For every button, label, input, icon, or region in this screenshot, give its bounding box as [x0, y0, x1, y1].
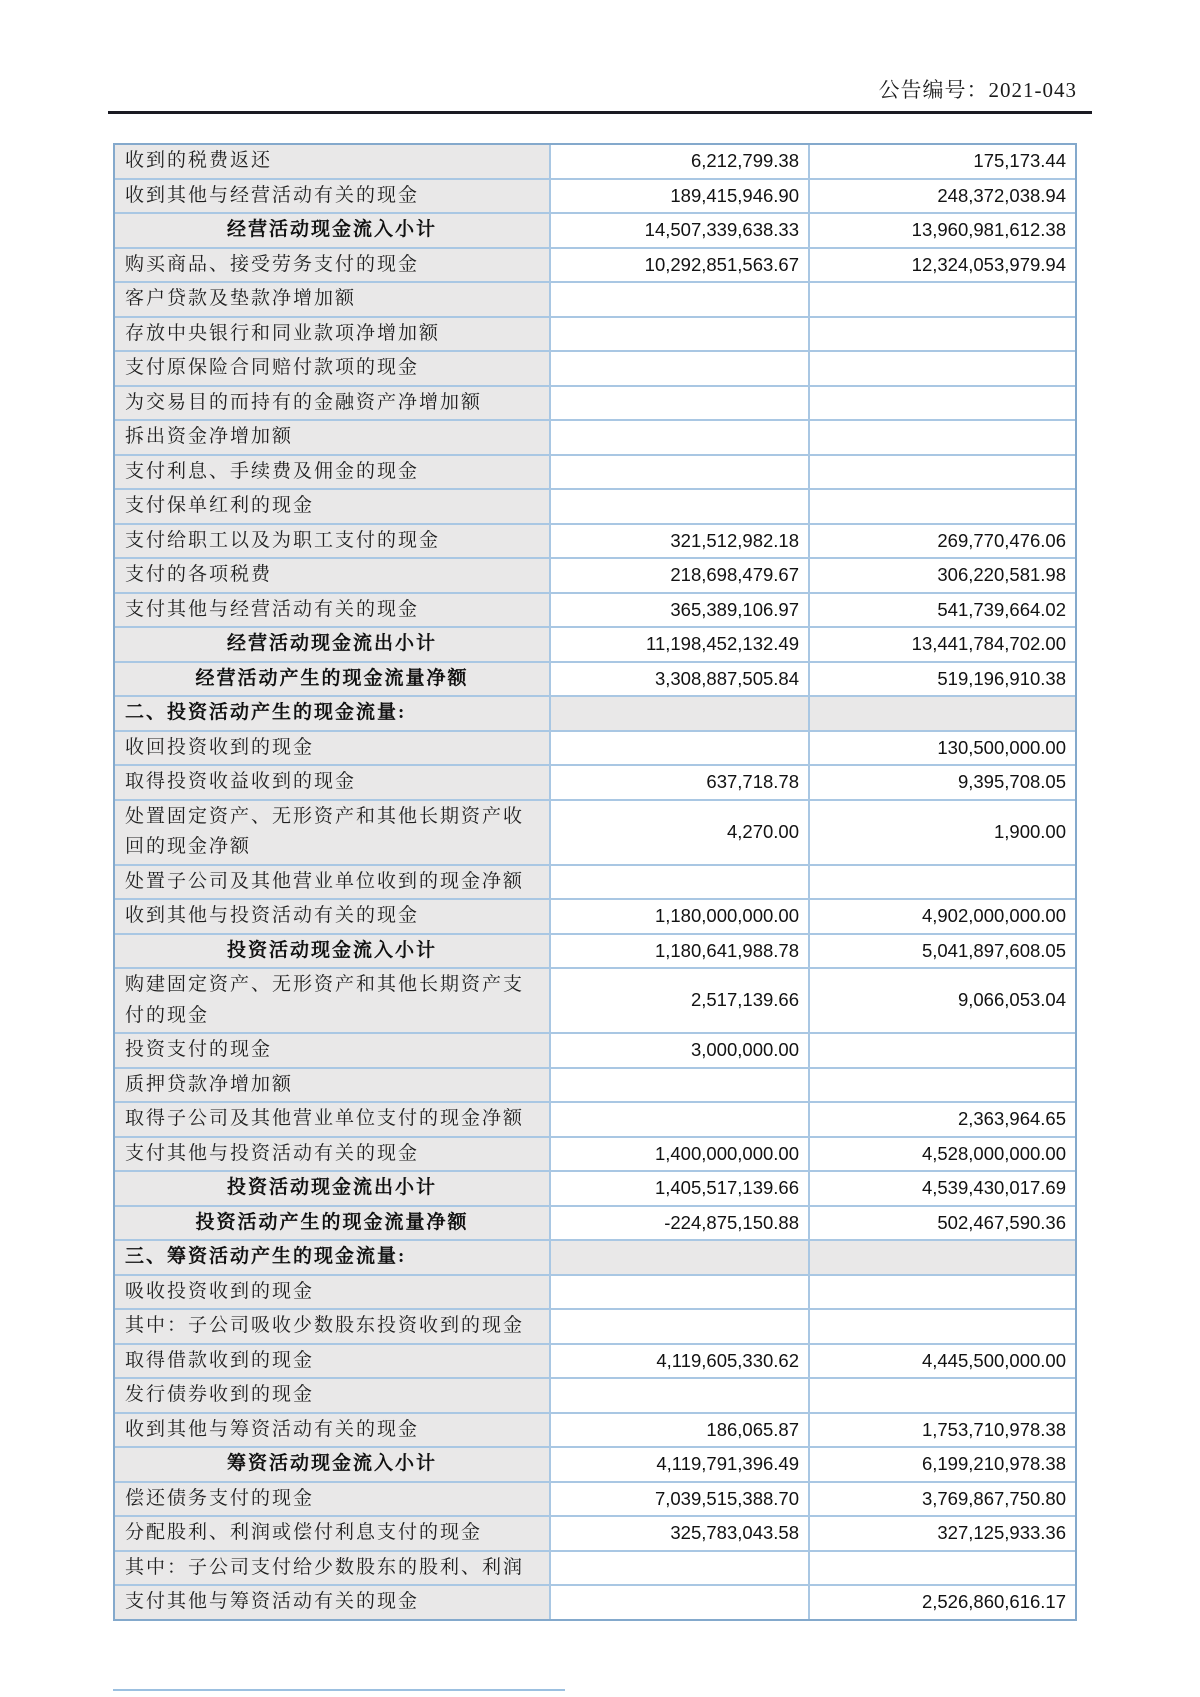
table-row [115, 1550, 1075, 1585]
row-label-cell: 购建固定资产、无形资产和其他长期资产支付的现金 [115, 969, 551, 1032]
current-period-value-cell: 10,292,851,563.67 [551, 249, 810, 282]
current-period-value-cell [551, 697, 810, 730]
table-row [115, 350, 1075, 385]
current-period-value-cell: 365,389,106.97 [551, 594, 810, 627]
prior-period-value-cell: 4,528,000,000.00 [810, 1138, 1075, 1171]
current-period-value-cell: 1,405,517,139.66 [551, 1172, 810, 1205]
prior-period-value-cell [810, 1069, 1075, 1102]
current-period-value-cell: 186,065.87 [551, 1414, 810, 1447]
row-label-cell: 支付保单红利的现金 [115, 490, 551, 523]
row-label-cell: 分配股利、利润或偿付利息支付的现金 [115, 1517, 551, 1550]
table-row [115, 1067, 1075, 1102]
table-row [115, 967, 1075, 1032]
table-row [115, 1170, 1075, 1205]
prior-period-value-cell [810, 456, 1075, 489]
next-page-table-edge [113, 1689, 565, 1691]
row-label-cell: 其中：子公司支付给少数股东的股利、利润 [115, 1552, 551, 1585]
row-label-cell: 收到其他与投资活动有关的现金 [115, 900, 551, 933]
prior-period-value-cell: 13,441,784,702.00 [810, 628, 1075, 661]
current-period-value-cell [551, 1379, 810, 1412]
row-label-cell: 购买商品、接受劳务支付的现金 [115, 249, 551, 282]
current-period-value-cell [551, 1276, 810, 1309]
row-label-cell: 经营活动产生的现金流量净额 [115, 663, 551, 696]
table-row [115, 1584, 1075, 1619]
current-period-value-cell [551, 1552, 810, 1585]
current-period-value-cell [551, 732, 810, 765]
prior-period-value-cell: 4,902,000,000.00 [810, 900, 1075, 933]
prior-period-value-cell: 9,066,053.04 [810, 969, 1075, 1032]
row-label-cell: 取得投资收益收到的现金 [115, 766, 551, 799]
row-label-cell: 三、筹资活动产生的现金流量: [115, 1241, 551, 1274]
table-row [115, 145, 1075, 178]
table-row [115, 557, 1075, 592]
current-period-value-cell [551, 387, 810, 420]
prior-period-value-cell: 306,220,581.98 [810, 559, 1075, 592]
current-period-value-cell: 3,308,887,505.84 [551, 663, 810, 696]
current-period-value-cell: 1,180,000,000.00 [551, 900, 810, 933]
table-row [115, 730, 1075, 765]
table-row [115, 799, 1075, 864]
prior-period-value-cell [810, 866, 1075, 899]
current-period-value-cell [551, 1241, 810, 1274]
prior-period-value-cell: 1,753,710,978.38 [810, 1414, 1075, 1447]
table-row [115, 316, 1075, 351]
row-label-cell: 吸收投资收到的现金 [115, 1276, 551, 1309]
current-period-value-cell: 6,212,799.38 [551, 145, 810, 178]
prior-period-value-cell: 502,467,590.36 [810, 1207, 1075, 1240]
announcement-number: 公告编号：2021-043 [878, 78, 1077, 102]
current-period-value-cell [551, 1069, 810, 1102]
table-row [115, 1032, 1075, 1067]
table-row [115, 281, 1075, 316]
current-period-value-cell [551, 866, 810, 899]
row-label-cell: 投资活动现金流入小计 [115, 935, 551, 968]
prior-period-value-cell [810, 1276, 1075, 1309]
row-label-cell: 拆出资金净增加额 [115, 421, 551, 454]
row-label-cell: 支付其他与经营活动有关的现金 [115, 594, 551, 627]
current-period-value-cell: 7,039,515,388.70 [551, 1483, 810, 1516]
prior-period-value-cell: 9,395,708.05 [810, 766, 1075, 799]
prior-period-value-cell: 4,539,430,017.69 [810, 1172, 1075, 1205]
current-period-value-cell: 2,517,139.66 [551, 969, 810, 1032]
table-row [115, 898, 1075, 933]
current-period-value-cell [551, 421, 810, 454]
table-row [115, 1101, 1075, 1136]
row-label-cell: 收回投资收到的现金 [115, 732, 551, 765]
current-period-value-cell: 218,698,479.67 [551, 559, 810, 592]
row-label-cell: 支付给职工以及为职工支付的现金 [115, 525, 551, 558]
prior-period-value-cell [810, 697, 1075, 730]
current-period-value-cell [551, 352, 810, 385]
header-rule [108, 111, 1092, 114]
current-period-value-cell [551, 1586, 810, 1619]
prior-period-value-cell: 1,900.00 [810, 801, 1075, 864]
current-period-value-cell: -224,875,150.88 [551, 1207, 810, 1240]
row-label-cell: 二、投资活动产生的现金流量: [115, 697, 551, 730]
row-label-cell: 处置固定资产、无形资产和其他长期资产收回的现金净额 [115, 801, 551, 864]
prior-period-value-cell: 4,445,500,000.00 [810, 1345, 1075, 1378]
row-label-cell: 支付其他与投资活动有关的现金 [115, 1138, 551, 1171]
current-period-value-cell [551, 490, 810, 523]
table-row [115, 247, 1075, 282]
current-period-value-cell: 189,415,946.90 [551, 180, 810, 213]
row-label-cell: 发行债券收到的现金 [115, 1379, 551, 1412]
prior-period-value-cell: 12,324,053,979.94 [810, 249, 1075, 282]
table-row [115, 1239, 1075, 1274]
table-row [115, 1308, 1075, 1343]
table-row [115, 523, 1075, 558]
row-label-cell: 存放中央银行和同业款项净增加额 [115, 318, 551, 351]
table-row [115, 1412, 1075, 1447]
table-row [115, 488, 1075, 523]
prior-period-value-cell [810, 318, 1075, 351]
current-period-value-cell: 321,512,982.18 [551, 525, 810, 558]
row-label-cell: 为交易目的而持有的金融资产净增加额 [115, 387, 551, 420]
row-label-cell: 支付利息、手续费及佣金的现金 [115, 456, 551, 489]
row-label-cell: 收到其他与筹资活动有关的现金 [115, 1414, 551, 1447]
table-row [115, 933, 1075, 968]
table-row [115, 1481, 1075, 1516]
prior-period-value-cell: 541,739,664.02 [810, 594, 1075, 627]
table-row [115, 419, 1075, 454]
row-label-cell: 经营活动现金流出小计 [115, 628, 551, 661]
prior-period-value-cell: 2,363,964.65 [810, 1103, 1075, 1136]
current-period-value-cell: 4,119,605,330.62 [551, 1345, 810, 1378]
prior-period-value-cell [810, 1379, 1075, 1412]
prior-period-value-cell [810, 1310, 1075, 1343]
table-row [115, 661, 1075, 696]
row-label-cell: 偿还债务支付的现金 [115, 1483, 551, 1516]
row-label-cell: 投资活动现金流出小计 [115, 1172, 551, 1205]
prior-period-value-cell [810, 352, 1075, 385]
table-row [115, 1205, 1075, 1240]
current-period-value-cell: 11,198,452,132.49 [551, 628, 810, 661]
table-row [115, 626, 1075, 661]
row-label-cell: 投资支付的现金 [115, 1034, 551, 1067]
row-label-cell: 取得子公司及其他营业单位支付的现金净额 [115, 1103, 551, 1136]
prior-period-value-cell: 5,041,897,608.05 [810, 935, 1075, 968]
prior-period-value-cell: 2,526,860,616.17 [810, 1586, 1075, 1619]
row-label-cell: 取得借款收到的现金 [115, 1345, 551, 1378]
row-label-cell: 质押贷款净增加额 [115, 1069, 551, 1102]
row-label-cell: 筹资活动现金流入小计 [115, 1448, 551, 1481]
current-period-value-cell: 1,180,641,988.78 [551, 935, 810, 968]
current-period-value-cell [551, 318, 810, 351]
cash-flow-statement-table [113, 143, 1077, 1621]
prior-period-value-cell: 6,199,210,978.38 [810, 1448, 1075, 1481]
current-period-value-cell: 325,783,043.58 [551, 1517, 810, 1550]
prior-period-value-cell [810, 1241, 1075, 1274]
prior-period-value-cell [810, 490, 1075, 523]
current-period-value-cell [551, 283, 810, 316]
table-row [115, 454, 1075, 489]
table-row [115, 1274, 1075, 1309]
current-period-value-cell [551, 1103, 810, 1136]
prior-period-value-cell [810, 387, 1075, 420]
table-row [115, 1136, 1075, 1171]
current-period-value-cell [551, 456, 810, 489]
current-period-value-cell: 4,270.00 [551, 801, 810, 864]
row-label-cell: 支付的各项税费 [115, 559, 551, 592]
prior-period-value-cell: 248,372,038.94 [810, 180, 1075, 213]
row-label-cell: 支付原保险合同赔付款项的现金 [115, 352, 551, 385]
table-row [115, 212, 1075, 247]
current-period-value-cell: 3,000,000.00 [551, 1034, 810, 1067]
table-row [115, 592, 1075, 627]
row-label-cell: 投资活动产生的现金流量净额 [115, 1207, 551, 1240]
table-row [115, 764, 1075, 799]
current-period-value-cell: 637,718.78 [551, 766, 810, 799]
table-row [115, 864, 1075, 899]
current-period-value-cell: 4,119,791,396.49 [551, 1448, 810, 1481]
table-row [115, 178, 1075, 213]
prior-period-value-cell: 269,770,476.06 [810, 525, 1075, 558]
prior-period-value-cell: 519,196,910.38 [810, 663, 1075, 696]
current-period-value-cell: 14,507,339,638.33 [551, 214, 810, 247]
row-label-cell: 其中：子公司吸收少数股东投资收到的现金 [115, 1310, 551, 1343]
prior-period-value-cell: 327,125,933.36 [810, 1517, 1075, 1550]
row-label-cell: 客户贷款及垫款净增加额 [115, 283, 551, 316]
row-label-cell: 支付其他与筹资活动有关的现金 [115, 1586, 551, 1619]
table-row [115, 385, 1075, 420]
current-period-value-cell [551, 1310, 810, 1343]
table-row [115, 1377, 1075, 1412]
table-row [115, 1515, 1075, 1550]
row-label-cell: 经营活动现金流入小计 [115, 214, 551, 247]
prior-period-value-cell [810, 1552, 1075, 1585]
prior-period-value-cell: 130,500,000.00 [810, 732, 1075, 765]
prior-period-value-cell [810, 283, 1075, 316]
row-label-cell: 收到其他与经营活动有关的现金 [115, 180, 551, 213]
row-label-cell: 处置子公司及其他营业单位收到的现金净额 [115, 866, 551, 899]
row-label-cell: 收到的税费返还 [115, 145, 551, 178]
prior-period-value-cell [810, 1034, 1075, 1067]
prior-period-value-cell: 13,960,981,612.38 [810, 214, 1075, 247]
table-row [115, 1446, 1075, 1481]
current-period-value-cell: 1,400,000,000.00 [551, 1138, 810, 1171]
prior-period-value-cell: 3,769,867,750.80 [810, 1483, 1075, 1516]
table-row [115, 695, 1075, 730]
prior-period-value-cell: 175,173.44 [810, 145, 1075, 178]
table-row [115, 1343, 1075, 1378]
prior-period-value-cell [810, 421, 1075, 454]
